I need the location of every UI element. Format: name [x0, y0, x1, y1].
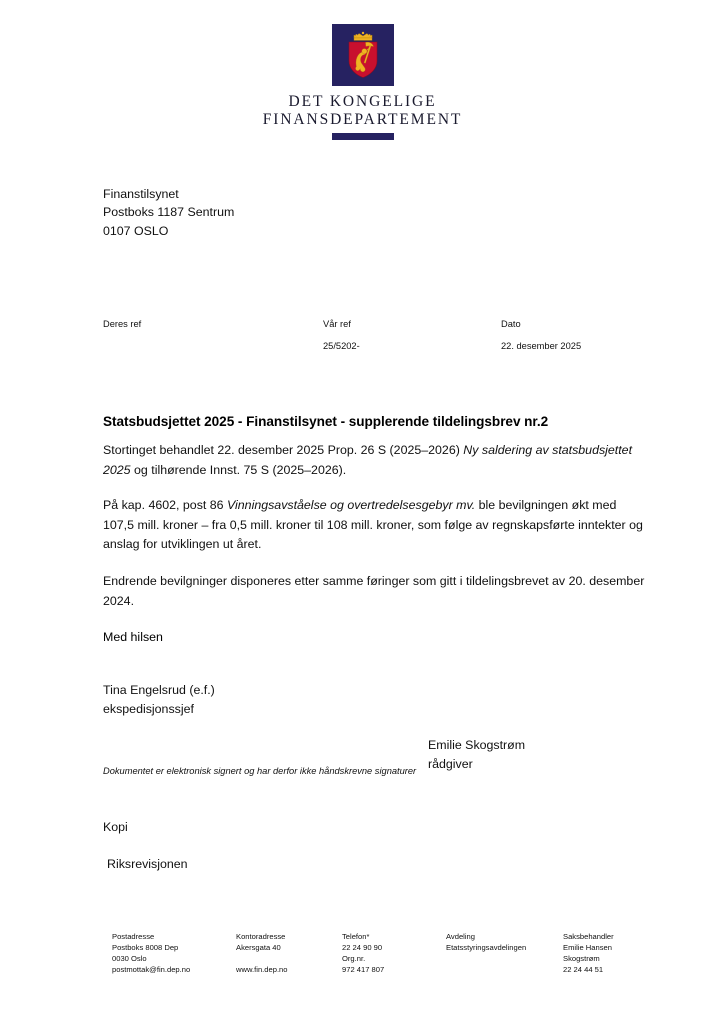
footer-col5-line1: Emilie Hansen — [563, 943, 612, 953]
paragraph-1-part-b: og tilhørende Innst. 75 S (2025–2026). — [130, 462, 347, 477]
footer-col2-line1: Akersgata 40 — [236, 943, 281, 953]
var-ref-label: Vår ref — [323, 319, 351, 329]
signer-2-name: Emilie Skogstrøm — [428, 738, 526, 753]
deres-ref-column — [103, 318, 141, 340]
paragraph-2 — [103, 496, 646, 555]
signature-left — [103, 681, 646, 718]
footer-col3-label: Telefon* — [342, 932, 370, 941]
footer-col1-email[interactable]: postmottak@fin.dep.no — [112, 965, 191, 975]
paragraph-3: Endrende bevilgninger disponeres etter samme føringer som gitt i tildelingsbrevet av 20. desember 2024. — [103, 573, 645, 608]
copy-heading: Kopi — [103, 820, 128, 834]
wordmark-line-2: FINANSDEPARTEMENT — [262, 110, 463, 128]
deres-ref-label: Deres ref — [103, 319, 142, 329]
electronic-signature-note: Dokumentet er elektronisk signert og har derfor ikke håndskrevne signaturer — [103, 766, 417, 776]
paragraph-1-part-a: Stortinget behandlet 22. desember 2025 Prop. 26 S (2025–2026) — [103, 443, 464, 457]
footer-column-saksbehandler — [563, 931, 614, 975]
document-body — [103, 412, 646, 648]
recipient-address — [103, 185, 234, 240]
norwegian-coat-of-arms-icon — [332, 24, 394, 86]
footer-col1-label: Postadresse — [112, 932, 155, 941]
recipient-name: Finanstilsynet — [103, 187, 179, 201]
recipient-street: Postboks 1187 Sentrum — [103, 205, 235, 220]
copy-recipient: Riksrevisjonen — [107, 857, 188, 871]
footer-col2-website[interactable]: www.fin.dep.no — [236, 965, 288, 975]
paragraph-2-italic: Vinningsavståelse og overtredelsesgebyr mv. — [227, 498, 476, 513]
footer-col4-label: Avdeling — [446, 932, 475, 941]
letterhead-logo — [0, 24, 725, 140]
footer-column-kontoradresse — [236, 931, 288, 975]
dato-label: Dato — [501, 319, 521, 329]
paragraph-2-part-b: ble bevilgningen økt med 107,5 mill. kroner – fra 0,5 mill. kroner til 108 mill. kroner, som følge av regnskapsførte inntekter og anslag for utviklingen ut året. — [103, 498, 643, 552]
ministry-wordmark — [263, 93, 463, 129]
footer-col1-line2: 0030 Oslo — [112, 954, 147, 964]
logo-underbar — [332, 133, 394, 140]
closing-greeting: Med hilsen — [103, 630, 163, 645]
footer-col4-line1: Etatsstyringsavdelingen — [446, 943, 527, 953]
dato-value: 22. desember 2025 — [501, 341, 582, 351]
signer-1-name: Tina Engelsrud (e.f.) — [103, 683, 215, 697]
var-ref-value: 25/5202- — [323, 341, 360, 351]
footer-col5-label: Saksbehandler — [563, 932, 614, 941]
paragraph-1 — [103, 441, 646, 480]
footer-col1-line1: Postboks 8008 Dep — [112, 943, 179, 953]
dato-column — [501, 318, 581, 353]
footer-col3-phone: 22 24 90 90 — [342, 943, 383, 953]
footer-col3-orgnr-label: Org.nr. — [342, 954, 366, 964]
signer-1-title: ekspedisjonssjef — [103, 701, 194, 716]
paragraph-1-italic: Ny saldering av statsbudsjettet 2025 — [103, 443, 633, 477]
wordmark-line-1: DET KONGELIGE — [288, 93, 437, 110]
var-ref-column — [323, 318, 360, 353]
footer-col3-orgnr-value: 972 417 807 — [342, 965, 385, 975]
footer-column-telefon — [342, 931, 384, 975]
footer-column-avdeling — [446, 931, 526, 953]
footer-col2-line2 — [236, 953, 288, 964]
signer-2-title: rådgiver — [428, 756, 473, 771]
footer-col2-label: Kontoradresse — [236, 932, 286, 941]
footer-col5-line2: Skogstrøm — [563, 954, 600, 964]
footer-column-postadresse — [112, 931, 190, 975]
footer-col5-phone: 22 24 44 51 — [563, 965, 604, 975]
recipient-city: 0107 OSLO — [103, 223, 169, 238]
page-title: Statsbudsjettet 2025 - Finanstilsynet - supplerende tildelingsbrev nr.2 — [103, 414, 549, 429]
signature-block — [103, 681, 646, 773]
paragraph-2-part-a: På kap. 4602, post 86 — [103, 498, 227, 513]
